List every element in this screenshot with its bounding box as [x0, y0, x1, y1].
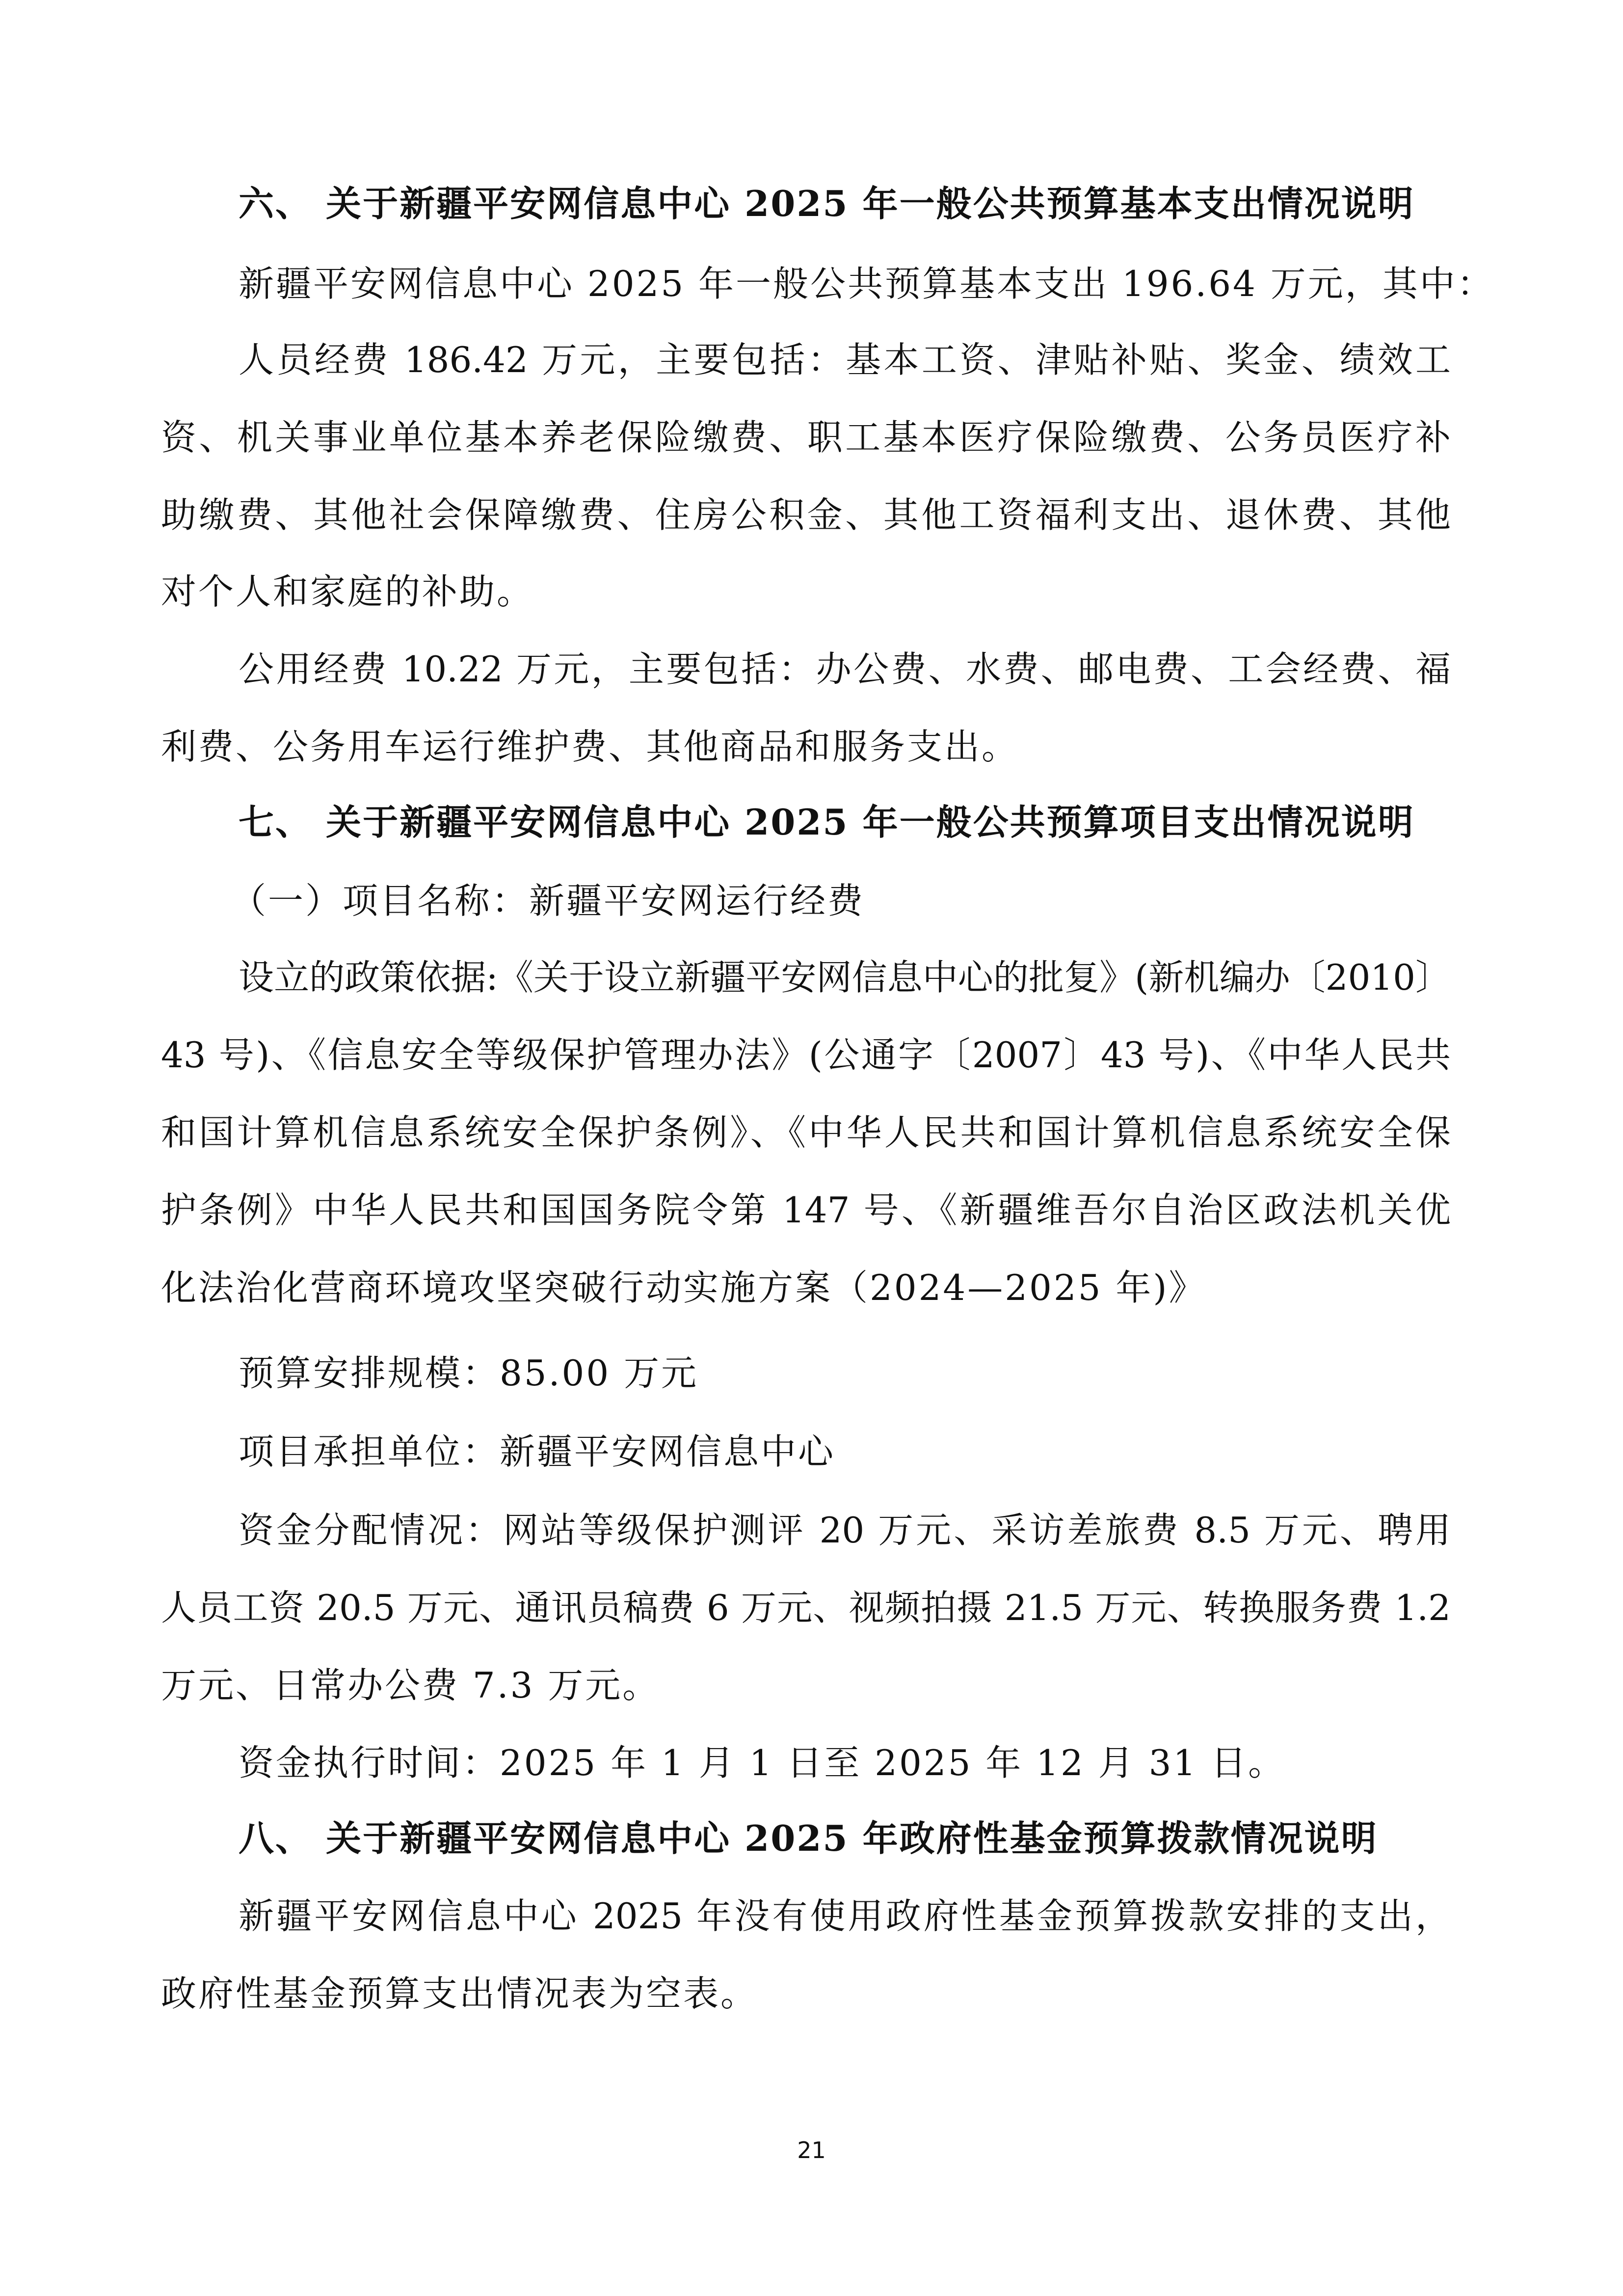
fund-allocation-line-3: 万元、日常办公费 7.3 万元。: [161, 1665, 660, 1706]
section-8-heading: 八、 关于新疆平安网信息中心 2025 年政府性基金预算拨款情况说明: [239, 1817, 1378, 1859]
policy-basis-line-3: 和国计算机信息系统安全保护条例》、《中华人民共和国计算机信息系统安全保: [161, 1112, 1451, 1153]
personnel-expense-line-2: 资、机关事业单位基本养老保险缴费、职工基本医疗保险缴费、公务员医疗补: [161, 417, 1451, 458]
fund-allocation-line-2: 人员工资 20.5 万元、通讯员稿费 6 万元、视频拍摄 21.5 万元、转换服务费 1.2: [161, 1587, 1451, 1628]
public-expense-line-2: 利费、公务用车运行维护费、其他商品和服务支出。: [161, 726, 1019, 767]
section-6-intro: 新疆平安网信息中心 2025 年一般公共预算基本支出 196.64 万元，其中：: [239, 263, 1494, 304]
section-6-heading: 六、 关于新疆平安网信息中心 2025 年一般公共预算基本支出情况说明: [239, 183, 1415, 224]
section-8-body-line-1: 新疆平安网信息中心 2025 年没有使用政府性基金预算拨款安排的支出，: [239, 1895, 1451, 1937]
execution-time: 资金执行时间：2025 年 1 月 1 日至 2025 年 12 月 31 日。: [239, 1742, 1286, 1783]
public-expense-line-1: 公用经费 10.22 万元，主要包括：办公费、水费、邮电费、工会经费、福: [239, 648, 1451, 690]
budget-scale: 预算安排规模：85.00 万元: [239, 1352, 699, 1394]
personnel-expense-line-3: 助缴费、其他社会保障缴费、住房公积金、其他工资福利支出、退休费、其他: [161, 494, 1451, 536]
policy-basis-line-1: 设立的政策依据:《关于设立新疆平安网信息中心的批复》(新机编办〔2010〕: [239, 957, 1451, 998]
policy-basis-line-2: 43 号)、《信息安全等级保护管理办法》(公通字〔2007〕43 号)、《中华人民共: [161, 1034, 1451, 1076]
section-8-body-line-2: 政府性基金预算支出情况表为空表。: [161, 1973, 758, 2014]
page-number: 21: [797, 2137, 826, 2163]
project-name: （一）项目名称：新疆平安网运行经费: [231, 880, 865, 921]
fund-allocation-line-1: 资金分配情况：网站等级保护测评 20 万元、采访差旅费 8.5 万元、聘用: [239, 1510, 1451, 1551]
section-7-heading: 七、 关于新疆平安网信息中心 2025 年一般公共预算项目支出情况说明: [239, 801, 1415, 843]
personnel-expense-line-1: 人员经费 186.42 万元，主要包括：基本工资、津贴补贴、奖金、绩效工: [239, 339, 1451, 380]
undertaking-unit: 项目承担单位：新疆平安网信息中心: [239, 1431, 836, 1472]
policy-basis-line-4: 护条例》中华人民共和国国务院令第 147 号、《新疆维吾尔自治区政法机关优: [161, 1189, 1451, 1231]
policy-basis-line-5: 化法治化营商环境攻坚突破行动实施方案（2024—2025 年)》: [161, 1267, 1206, 1308]
personnel-expense-line-4: 对个人和家庭的补助。: [161, 571, 534, 612]
